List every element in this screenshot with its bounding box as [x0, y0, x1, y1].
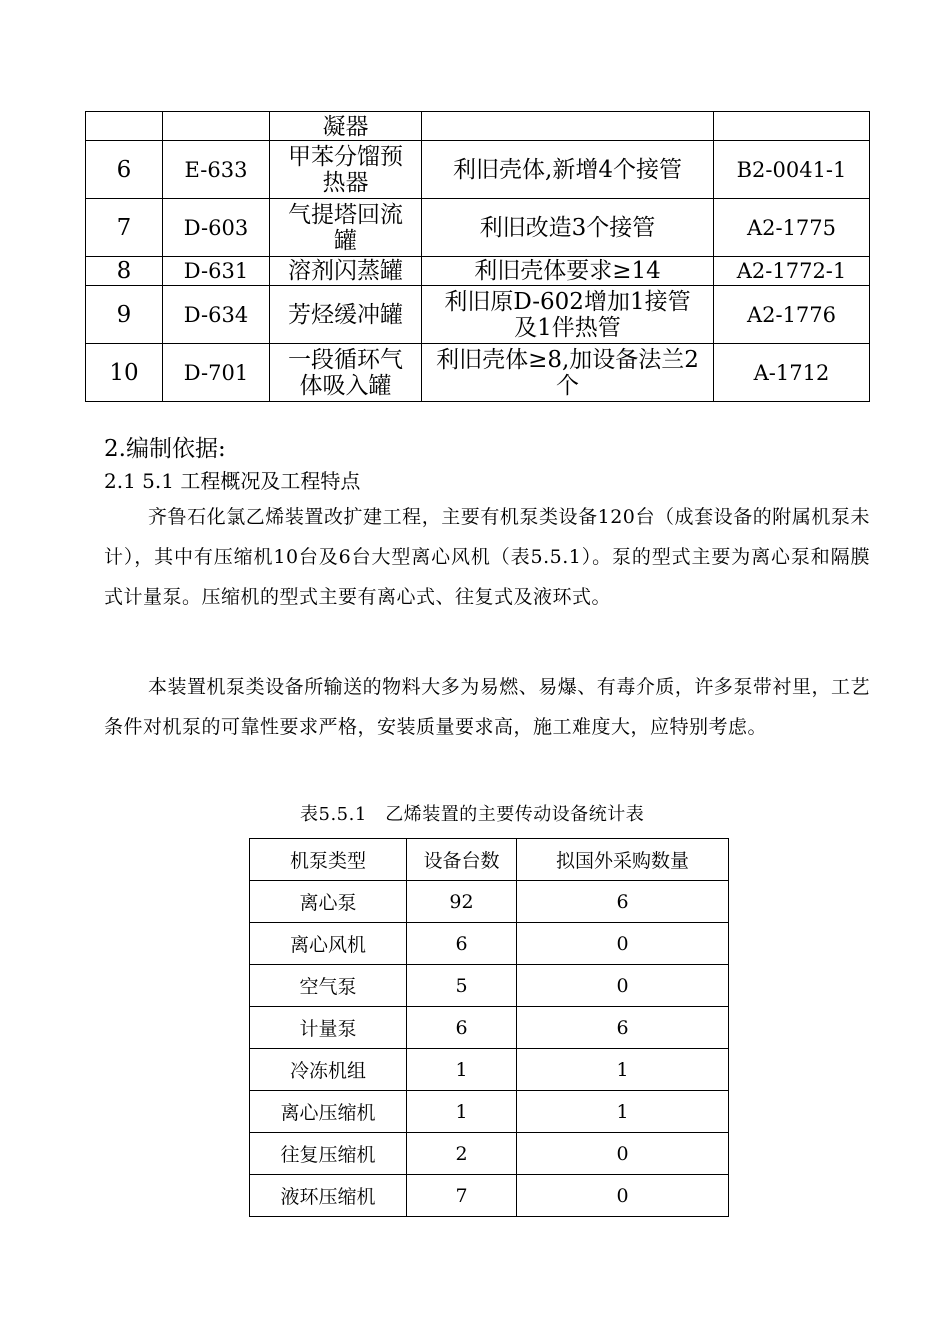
- drawing-number: B2-0041-1: [714, 141, 870, 199]
- equipment-count: 5: [407, 965, 517, 1007]
- equipment-name: 甲苯分馏预热器: [270, 141, 422, 199]
- equipment-tag: D-701: [163, 344, 270, 402]
- equipment-type: 离心风机: [250, 923, 407, 965]
- table-row: [86, 112, 870, 141]
- row-number: 7: [86, 199, 163, 257]
- paragraph: 齐鲁石化氯乙烯装置改扩建工程，主要有机泵类设备120台（成套设备的附属机泵未计），其中有压缩机10台及6台大型离心风机（表5.5.1）。泵的型式主要为离心泵和隔膜式计量泵。压缩机的型式主要有离心式、往复式及液环式。: [104, 506, 870, 608]
- work-description: 利旧壳体,新增4个接管: [422, 141, 714, 199]
- table-row: [250, 1133, 729, 1175]
- equipment-count: 1: [407, 1049, 517, 1091]
- drawing-number: A-1712: [714, 344, 870, 402]
- work-description: 利旧原D-602增加1接管及1伴热管: [422, 286, 714, 344]
- equipment-table: [85, 111, 870, 402]
- work-description: 利旧壳体要求≥14: [422, 257, 714, 286]
- equipment-type: 往复压缩机: [250, 1133, 407, 1175]
- equipment-stats-table: [249, 838, 729, 1217]
- row-number: 8: [86, 257, 163, 286]
- table-header-row: [250, 839, 729, 881]
- table-row: [250, 1091, 729, 1133]
- import-quantity: 0: [517, 1175, 729, 1217]
- drawing-number: A2-1776: [714, 286, 870, 344]
- row-number: 9: [86, 286, 163, 344]
- drawing-number: A2-1772-1: [714, 257, 870, 286]
- table-caption: 表5.5.1 乙烯装置的主要传动设备统计表: [300, 804, 645, 825]
- table-row: [86, 199, 870, 257]
- equipment-type: 离心压缩机: [250, 1091, 407, 1133]
- equipment-name: 芳烃缓冲罐: [270, 286, 422, 344]
- work-description: 利旧壳体≥8,加设备法兰2个: [422, 344, 714, 402]
- table-row: [86, 257, 870, 286]
- import-quantity: 6: [517, 1007, 729, 1049]
- table-row: [86, 286, 870, 344]
- row-number: 10: [86, 344, 163, 402]
- paragraph: 本装置机泵类设备所输送的物料大多为易燃、易爆、有毒介质，许多泵带衬里，工艺条件对机泵的可靠性要求严格，安装质量要求高，施工难度大，应特别考虑。: [104, 676, 870, 738]
- equipment-count: 7: [407, 1175, 517, 1217]
- table-row: [250, 881, 729, 923]
- equipment-type: 计量泵: [250, 1007, 407, 1049]
- equipment-tag: [163, 112, 270, 141]
- equipment-count: 1: [407, 1091, 517, 1133]
- import-quantity: 1: [517, 1091, 729, 1133]
- equipment-type: 离心泵: [250, 881, 407, 923]
- column-header: 设备台数: [407, 839, 517, 881]
- equipment-tag: E-633: [163, 141, 270, 199]
- equipment-name: 一段循环气体吸入罐: [270, 344, 422, 402]
- equipment-type: 液环压缩机: [250, 1175, 407, 1217]
- table-row: [250, 1007, 729, 1049]
- equipment-count: 6: [407, 923, 517, 965]
- import-quantity: 0: [517, 923, 729, 965]
- row-number: [86, 112, 163, 141]
- table-row: [250, 965, 729, 1007]
- equipment-count: 92: [407, 881, 517, 923]
- column-header: 拟国外采购数量: [517, 839, 729, 881]
- drawing-number: [714, 112, 870, 141]
- table-row: [86, 141, 870, 199]
- equipment-count: 6: [407, 1007, 517, 1049]
- equipment-name: 凝器: [270, 112, 422, 141]
- equipment-tag: D-603: [163, 199, 270, 257]
- equipment-type: 冷冻机组: [250, 1049, 407, 1091]
- equipment-name: 溶剂闪蒸罐: [270, 257, 422, 286]
- work-description: 利旧改造3个接管: [422, 199, 714, 257]
- import-quantity: 0: [517, 1133, 729, 1175]
- section-heading: 2.编制依据:: [104, 436, 226, 462]
- equipment-type: 空气泵: [250, 965, 407, 1007]
- equipment-tag: D-631: [163, 257, 270, 286]
- table-row: [250, 923, 729, 965]
- drawing-number: A2-1775: [714, 199, 870, 257]
- equipment-name: 气提塔回流罐: [270, 199, 422, 257]
- equipment-tag: D-634: [163, 286, 270, 344]
- table-row: [86, 344, 870, 402]
- table-row: [250, 1049, 729, 1091]
- equipment-count: 2: [407, 1133, 517, 1175]
- row-number: 6: [86, 141, 163, 199]
- column-header: 机泵类型: [250, 839, 407, 881]
- table-row: [250, 1175, 729, 1217]
- import-quantity: 1: [517, 1049, 729, 1091]
- import-quantity: 6: [517, 881, 729, 923]
- work-description: [422, 112, 714, 141]
- import-quantity: 0: [517, 965, 729, 1007]
- subsection-heading: 2.1 5.1 工程概况及工程特点: [104, 469, 361, 493]
